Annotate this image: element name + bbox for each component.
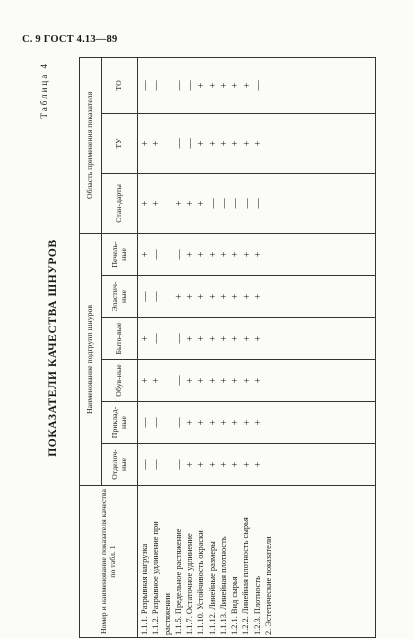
mark-cell: [162, 446, 173, 483]
mark-cell: +: [219, 419, 231, 426]
mark-cell: —: [207, 198, 219, 209]
mark-cell: —: [140, 459, 151, 470]
row-label: 1.2.3. Плотность: [252, 576, 262, 635]
mark-cell: [162, 278, 173, 315]
mark-cell: —: [151, 291, 163, 302]
mark-cell: +: [196, 377, 208, 384]
mark-cell: +: [230, 335, 242, 342]
mark-cell: +: [252, 461, 264, 468]
mark-cell: +: [241, 377, 253, 384]
mark-cell: +: [230, 140, 242, 147]
header-indicator-name: Номер и наименование показателя качества по табл. 1: [80, 486, 138, 638]
marks-column-elastic: [138, 276, 376, 318]
mark-cell: +: [140, 251, 151, 258]
mark-cell: +: [219, 335, 231, 342]
mark-cell: +: [252, 293, 264, 300]
mark-cell: +: [151, 140, 163, 147]
marks-column-loop: [138, 233, 376, 275]
mark-cell: —: [140, 291, 151, 302]
mark-cell: +: [196, 293, 208, 300]
mark-cell: +: [241, 251, 253, 258]
mark-cell: —: [173, 417, 185, 428]
mark-cell: +: [230, 377, 242, 384]
mark-cell: +: [185, 419, 197, 426]
mark-cell: —: [173, 138, 185, 149]
mark-cell: +: [219, 293, 231, 300]
mark-cell: +: [207, 419, 219, 426]
mark-cell: —: [185, 80, 197, 91]
mark-cell: +: [196, 335, 208, 342]
rotated-table-block: [33, 58, 381, 638]
mark-cell: +: [196, 200, 208, 207]
mark-cell: —: [252, 80, 264, 91]
mark-cell: +: [196, 251, 208, 258]
mark-cell: +: [196, 419, 208, 426]
mark-cell: [162, 176, 173, 231]
mark-cell: +: [241, 335, 253, 342]
row-label: 1.1.1. Разрывная нагрузка: [140, 543, 149, 635]
mark-cell: +: [219, 140, 231, 147]
page-header: С. 9 ГОСТ 4.13—89: [22, 34, 118, 45]
mark-cell: +: [252, 140, 264, 147]
mark-cell: —: [185, 138, 197, 149]
mark-cell: +: [185, 251, 197, 258]
row-label: 1.2.2. Линейная плотность сырья: [241, 517, 251, 635]
mark-cell: +: [219, 82, 231, 89]
document-title: ПОКАЗАТЕЛИ КАЧЕСТВА ШНУРОВ: [47, 239, 59, 457]
mark-cell: +: [252, 335, 264, 342]
mark-cell: [162, 320, 173, 357]
mark-cell: [162, 60, 173, 111]
mark-cell: —: [151, 417, 163, 428]
mark-cell: —: [230, 198, 242, 209]
mark-cell: —: [252, 198, 264, 209]
mark-cell: [162, 236, 173, 273]
mark-cell: +: [241, 293, 253, 300]
mark-cell: +: [196, 82, 208, 89]
mark-cell: —: [173, 249, 185, 260]
mark-cell: +: [140, 200, 151, 207]
mark-cell: +: [196, 140, 208, 147]
header-use-standards: Стан-дарты: [102, 173, 138, 233]
mark-cell: +: [140, 377, 151, 384]
mark-cell: +: [230, 461, 242, 468]
mark-cell: —: [151, 80, 163, 91]
header-cord-loop: Печель-ные: [102, 233, 138, 275]
header-cord-elastic: Эластич-ные: [102, 276, 138, 318]
mark-cell: +: [230, 293, 242, 300]
mark-cell: —: [173, 333, 185, 344]
header-cord-household: Быто-вые: [102, 318, 138, 360]
mark-cell: +: [252, 377, 264, 384]
mark-cell: +: [151, 200, 163, 207]
marks-column-tu: [138, 113, 376, 173]
row-label: 2. Эстетические показатели: [263, 536, 273, 635]
marks-column-applied: [138, 402, 376, 444]
header-cord-subgroups: Наименование подгрупп шнуров: [80, 233, 102, 485]
mark-cell: +: [151, 377, 163, 384]
mark-cell: —: [151, 459, 163, 470]
mark-cell: +: [241, 82, 253, 89]
mark-cell: +: [185, 461, 197, 468]
table-number-label: Таблица 4: [39, 62, 49, 119]
row-labels-cell: [138, 486, 376, 638]
header-use-to: ТО: [102, 57, 138, 113]
mark-cell: +: [207, 377, 219, 384]
header-use-tu: ТУ: [102, 113, 138, 173]
mark-cell: +: [185, 200, 197, 207]
marks-column-standards: [138, 173, 376, 233]
row-label: 1.1.5. Предельное растяжение: [173, 528, 183, 635]
mark-cell: +: [241, 419, 253, 426]
marks-column-household: [138, 318, 376, 360]
mark-cell: [162, 116, 173, 171]
mark-cell: +: [173, 200, 185, 207]
quality-indicators-table: [79, 57, 376, 638]
row-label: 1.1.10. Устойчивость окраски: [196, 530, 206, 635]
marks-column-to: [138, 57, 376, 113]
mark-cell: —: [173, 80, 185, 91]
mark-cell: [162, 362, 173, 399]
mark-cell: +: [230, 82, 242, 89]
row-label: 1.1.7. Остаточное удлинение: [185, 533, 194, 635]
header-application-area: Область применения показателя: [80, 57, 102, 233]
mark-cell: —: [140, 417, 151, 428]
mark-cell: —: [140, 80, 151, 91]
header-cord-shoe: Обув-ные: [102, 360, 138, 402]
mark-cell: —: [173, 375, 185, 386]
mark-cell: +: [207, 140, 219, 147]
mark-cell: —: [219, 198, 231, 209]
marks-column-finishing: [138, 444, 376, 486]
mark-cell: +: [207, 335, 219, 342]
mark-cell: +: [241, 140, 253, 147]
mark-cell: +: [252, 419, 264, 426]
mark-cell: +: [185, 335, 197, 342]
mark-cell: —: [173, 459, 185, 470]
mark-cell: —: [151, 333, 163, 344]
mark-cell: +: [185, 293, 197, 300]
header-cord-finishing: Отделоч-ные: [102, 444, 138, 486]
mark-cell: +: [140, 140, 151, 147]
mark-cell: +: [219, 461, 231, 468]
mark-cell: —: [241, 198, 253, 209]
row-label: 1.1.12. Линейные размеры: [207, 541, 217, 635]
mark-cell: [162, 404, 173, 441]
mark-cell: +: [207, 293, 219, 300]
mark-cell: +: [230, 419, 242, 426]
mark-cell: +: [207, 251, 219, 258]
mark-cell: +: [252, 251, 264, 258]
mark-cell: +: [196, 461, 208, 468]
row-label: 1.2.1. Вид сырья: [230, 576, 239, 635]
mark-cell: +: [173, 293, 185, 300]
row-label: 1.1.13. Линейная плотность: [218, 536, 228, 635]
mark-cell: +: [230, 251, 242, 258]
header-cord-applied: Приклад-ные: [102, 402, 138, 444]
mark-cell: +: [185, 377, 197, 384]
mark-cell: +: [207, 461, 219, 468]
mark-cell: —: [151, 249, 163, 260]
mark-cell: +: [241, 461, 253, 468]
mark-cell: +: [219, 251, 231, 258]
mark-cell: +: [207, 82, 219, 89]
mark-cell: +: [219, 377, 231, 384]
mark-cell: +: [140, 335, 151, 342]
row-label: 1.1.2. Разрывное удлинение при растяжении: [151, 521, 172, 635]
marks-column-shoe: [138, 360, 376, 402]
